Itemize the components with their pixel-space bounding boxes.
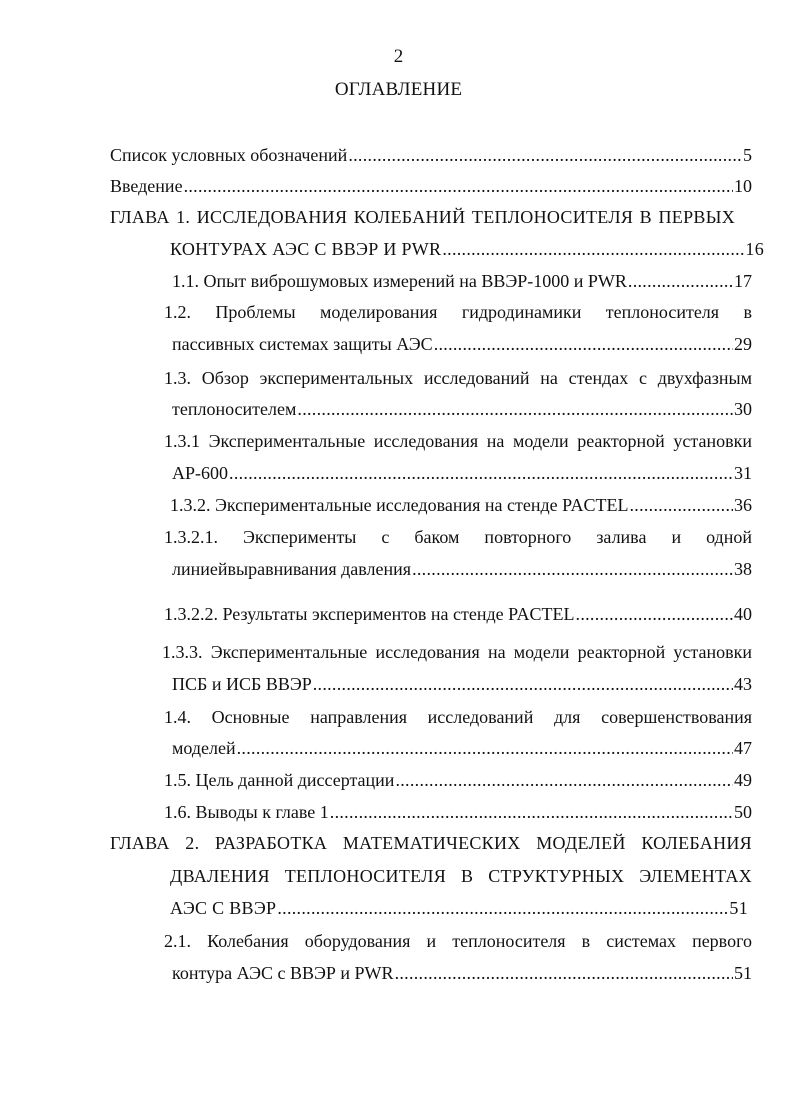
toc-entry-text: Список условных обозначений bbox=[110, 145, 348, 165]
toc-entry-text: 1.3.2. Экспериментальные исследования на стенде PACTEL bbox=[170, 495, 629, 515]
dot-leader bbox=[434, 334, 733, 354]
toc-entry-text: 1.1. Опыт виброшумовых измерений на ВВЭР-1000 и PWR bbox=[172, 271, 627, 291]
toc-entry-text: Введение bbox=[110, 176, 183, 196]
toc-entry[interactable] bbox=[172, 738, 752, 758]
toc-entry[interactable] bbox=[172, 674, 752, 694]
toc-entry-text: линиейвыравнивания давления bbox=[172, 559, 412, 579]
toc-entry[interactable] bbox=[172, 559, 752, 579]
toc-entry[interactable] bbox=[164, 931, 752, 951]
toc-entry-line: 1.3. Обзор экспериментальных исследований на стендах с двухфазным bbox=[164, 368, 752, 388]
page-number: 2 bbox=[393, 46, 404, 67]
toc-entry-text: КОНТУРАХ АЭС С ВВЭР И PWR bbox=[170, 239, 442, 259]
toc-entry[interactable] bbox=[110, 145, 752, 165]
toc-entry-text: АЭС С ВВЭР bbox=[170, 898, 277, 918]
toc-entry[interactable] bbox=[170, 495, 752, 515]
toc-title: ОГЛАВЛЕНИЕ bbox=[334, 79, 463, 100]
toc-entry-line: 1.2. Проблемы моделирования гидродинамики теплоносителя в bbox=[164, 302, 752, 322]
toc-entry[interactable] bbox=[172, 463, 752, 483]
toc-entry-text: контура АЭС с ВВЭР и PWR bbox=[172, 963, 394, 983]
dot-leader bbox=[313, 674, 733, 694]
toc-entry[interactable] bbox=[172, 399, 752, 419]
toc-page-number: 36 bbox=[734, 495, 752, 515]
toc-entry[interactable] bbox=[172, 963, 752, 983]
dot-leader bbox=[330, 802, 733, 822]
toc-entry[interactable] bbox=[172, 334, 752, 354]
toc-entry-text: теплоносителем bbox=[172, 399, 297, 419]
toc-entry[interactable] bbox=[164, 527, 752, 547]
toc-entry[interactable] bbox=[110, 176, 752, 196]
toc-page-number: 16 bbox=[745, 239, 764, 259]
dot-leader bbox=[297, 399, 733, 419]
dot-leader bbox=[277, 898, 728, 918]
toc-page-number: 31 bbox=[734, 463, 752, 483]
toc-page-number: 51 bbox=[729, 898, 748, 918]
toc-entry[interactable] bbox=[164, 802, 752, 822]
toc-entry[interactable] bbox=[172, 271, 752, 291]
toc-entry[interactable] bbox=[164, 431, 752, 451]
toc-chapter-heading[interactable] bbox=[110, 833, 752, 853]
toc-entry-line: 1.3.2.1. Эксперименты с баком повторного залива и одной bbox=[164, 527, 752, 547]
toc-entry[interactable] bbox=[164, 770, 752, 790]
dot-leader bbox=[576, 604, 733, 624]
toc-entry[interactable] bbox=[170, 239, 764, 259]
dot-leader bbox=[628, 271, 733, 291]
toc-entry-text: 1.5. Цель данной диссертации bbox=[164, 770, 395, 790]
toc-entry[interactable] bbox=[170, 898, 748, 918]
toc-entry-line: 1.3.1 Экспериментальные исследования на модели реакторной установки bbox=[164, 431, 752, 451]
toc-entry-line: ДВАЛЕНИЯ ТЕПЛОНОСИТЕЛЯ В СТРУКТУРНЫХ ЭЛЕМЕНТАХ bbox=[170, 866, 752, 886]
toc-entry[interactable] bbox=[164, 368, 752, 388]
dot-leader bbox=[348, 145, 742, 165]
toc-page-number: 51 bbox=[734, 963, 752, 983]
toc-page-number: 40 bbox=[734, 604, 752, 624]
toc-entry-line: 1.4. Основные направления исследований для совершенствования bbox=[164, 707, 752, 727]
toc-entry-line: 2.1. Колебания оборудования и теплоносителя в системах первого bbox=[164, 931, 752, 951]
dot-leader bbox=[629, 495, 733, 515]
toc-entry-text: АР-600 bbox=[172, 463, 229, 483]
toc-page-number: 49 bbox=[734, 770, 752, 790]
toc-entry-text: моделей bbox=[172, 738, 236, 758]
toc-entry[interactable] bbox=[170, 866, 752, 886]
toc-entry-text: ПСБ и ИСБ ВВЭР bbox=[172, 674, 312, 694]
toc-page-number: 50 bbox=[734, 802, 752, 822]
toc-page-number: 43 bbox=[734, 674, 752, 694]
toc-page-number: 17 bbox=[734, 271, 752, 291]
dot-leader bbox=[184, 176, 733, 196]
toc-entry[interactable] bbox=[164, 707, 752, 727]
toc-entry-line: 1.3.3. Экспериментальные исследования на модели реакторной установки bbox=[162, 642, 752, 662]
toc-entry-line: ГЛАВА 1. ИССЛЕДОВАНИЯ КОЛЕБАНИЙ ТЕПЛОНОСИТЕЛЯ В ПЕРВЫХ bbox=[110, 207, 735, 227]
toc-page-number: 47 bbox=[734, 738, 752, 758]
toc-page-number: 38 bbox=[734, 559, 752, 579]
toc-page-number: 5 bbox=[743, 145, 752, 165]
toc-page-number: 30 bbox=[734, 399, 752, 419]
toc-chapter-heading[interactable] bbox=[110, 207, 735, 227]
toc-entry-line: ГЛАВА 2. РАЗРАБОТКА МАТЕМАТИЧЕСКИХ МОДЕЛЕЙ КОЛЕБАНИЯ bbox=[110, 833, 752, 853]
dot-leader bbox=[229, 463, 733, 483]
toc-entry[interactable] bbox=[162, 642, 752, 662]
dot-leader bbox=[395, 770, 733, 790]
toc-page-number: 29 bbox=[734, 334, 752, 354]
dot-leader bbox=[442, 239, 744, 259]
dot-leader bbox=[412, 559, 733, 579]
dot-leader bbox=[237, 738, 733, 758]
toc-entry[interactable] bbox=[164, 604, 752, 624]
toc-entry-text: пассивных системах защиты АЭС bbox=[172, 334, 433, 354]
toc-entry-text: 1.3.2.2. Результаты экспериментов на стенде PACTEL bbox=[164, 604, 575, 624]
toc-entry[interactable] bbox=[164, 302, 752, 322]
toc-entry-text: 1.6. Выводы к главе 1 bbox=[164, 802, 329, 822]
dot-leader bbox=[395, 963, 733, 983]
toc-page-number: 10 bbox=[734, 176, 752, 196]
